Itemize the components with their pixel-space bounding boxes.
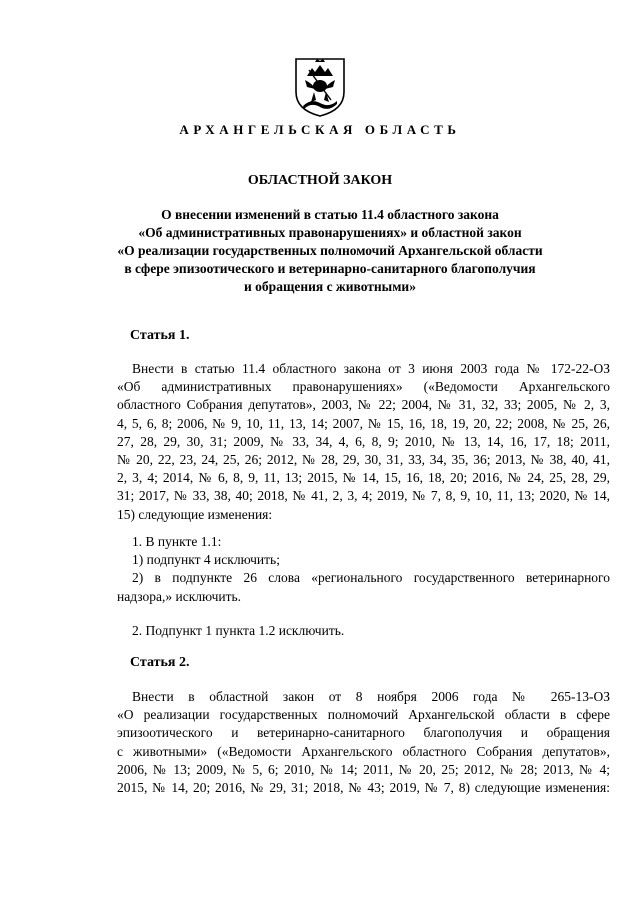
text-line: областного Собрания депутатов», 2003, № 22; 2004, № 31, 32, 33; 2005, № 2, 3, bbox=[117, 397, 610, 413]
title-line: «Об административных правонарушениях» и областной закон bbox=[138, 225, 522, 240]
text-line: Внести в статью 11.4 областного закона от 3 июня 2003 года № 172-22-ОЗ bbox=[132, 361, 610, 376]
text-line: с животными» («Ведомости Архангельского областного Собрания депутатов», bbox=[117, 743, 610, 759]
text-line: 2006, № 13; 2009, № 5, 6; 2010, № 14; 2011, № 20, 25; 2012, № 28; 2013, № 4; bbox=[117, 761, 610, 777]
text-line: 2, 3, 4; 2014, № 6, 8, 9, 11, 13; 2015, № 14, 15, 16, 18, 20; 2016, № 24, 25, 28, 29, bbox=[117, 470, 610, 486]
article-1-point-1 bbox=[117, 533, 610, 606]
text-line: 15) следующие изменения: bbox=[117, 506, 273, 522]
text-line: 4, 5, 6, 8; 2006, № 9, 10, 11, 13, 14; 2007, № 15, 16, 18, 19, 20, 22; 2008, № 25, 26, bbox=[117, 415, 610, 431]
article-2-heading: Статья 2. bbox=[130, 655, 190, 670]
title-line: и обращения с животными» bbox=[244, 279, 416, 294]
text-line: «О реализации государственных полномочий Архангельской области в сфере bbox=[117, 707, 610, 723]
title-line: О внесении изменений в статью 11.4 областного закона bbox=[161, 207, 499, 222]
text-line: Внести в областной закон от 8 ноября 2006 года № 265-13-ОЗ bbox=[132, 689, 610, 704]
article-1-heading: Статья 1. bbox=[130, 328, 190, 343]
title-line: в сфере эпизоотического и ветеринарно-санитарного благополучия bbox=[124, 261, 536, 276]
region-name: АРХАНГЕЛЬСКАЯ ОБЛАСТЬ bbox=[179, 122, 461, 137]
article-1-intro bbox=[117, 360, 610, 524]
point-2-text: 2. Подпункт 1 пункта 1.2 исключить. bbox=[132, 623, 345, 638]
point-heading: 1. В пункте 1.1: bbox=[132, 534, 222, 549]
text-line: эпизоотического и ветеринарно-санитарного благополучия и обращения bbox=[117, 725, 610, 741]
title-line: «О реализации государственных полномочий Архангельской области bbox=[117, 243, 543, 258]
subpoint-2-line: надзора,» исключить. bbox=[117, 588, 242, 604]
text-line: 27, 28, 29, 30, 31; 2009, № 33, 34, 4, 6, 8, 9; 2010, № 13, 14, 16, 17, 18; 2011, bbox=[117, 433, 610, 449]
text-line: 31; 2017, № 33, 38, 40; 2018, № 41, 2, 3, 4; 2019, № 7, 8, 9, 10, 11, 13; 2020, № 14, bbox=[117, 488, 610, 504]
subpoint-2-line: 2) в подпункте 26 слова «регионального государственного ветеринарного bbox=[132, 570, 610, 586]
text-line: 2015, № 14, 20; 2016, № 29, 31; 2018, № 43; 2019, № 7, 8) следующие изменения: bbox=[117, 779, 610, 795]
coat-of-arms-icon bbox=[293, 56, 347, 118]
law-title bbox=[80, 206, 580, 296]
article-1-point-2 bbox=[117, 622, 610, 640]
subpoint-1: 1) подпункт 4 исключить; bbox=[132, 552, 280, 568]
law-type-heading: ОБЛАСТНОЙ ЗАКОН bbox=[247, 173, 393, 188]
text-line: «Об административных правонарушениях» («Ведомости Архангельского bbox=[117, 379, 610, 395]
article-2-intro bbox=[117, 688, 610, 797]
text-line: № 20, 22, 23, 24, 25, 26; 2012, № 28, 29, 30, 31, 33, 34, 35, 36; 2013, № 38, 40, 41, bbox=[117, 451, 610, 467]
